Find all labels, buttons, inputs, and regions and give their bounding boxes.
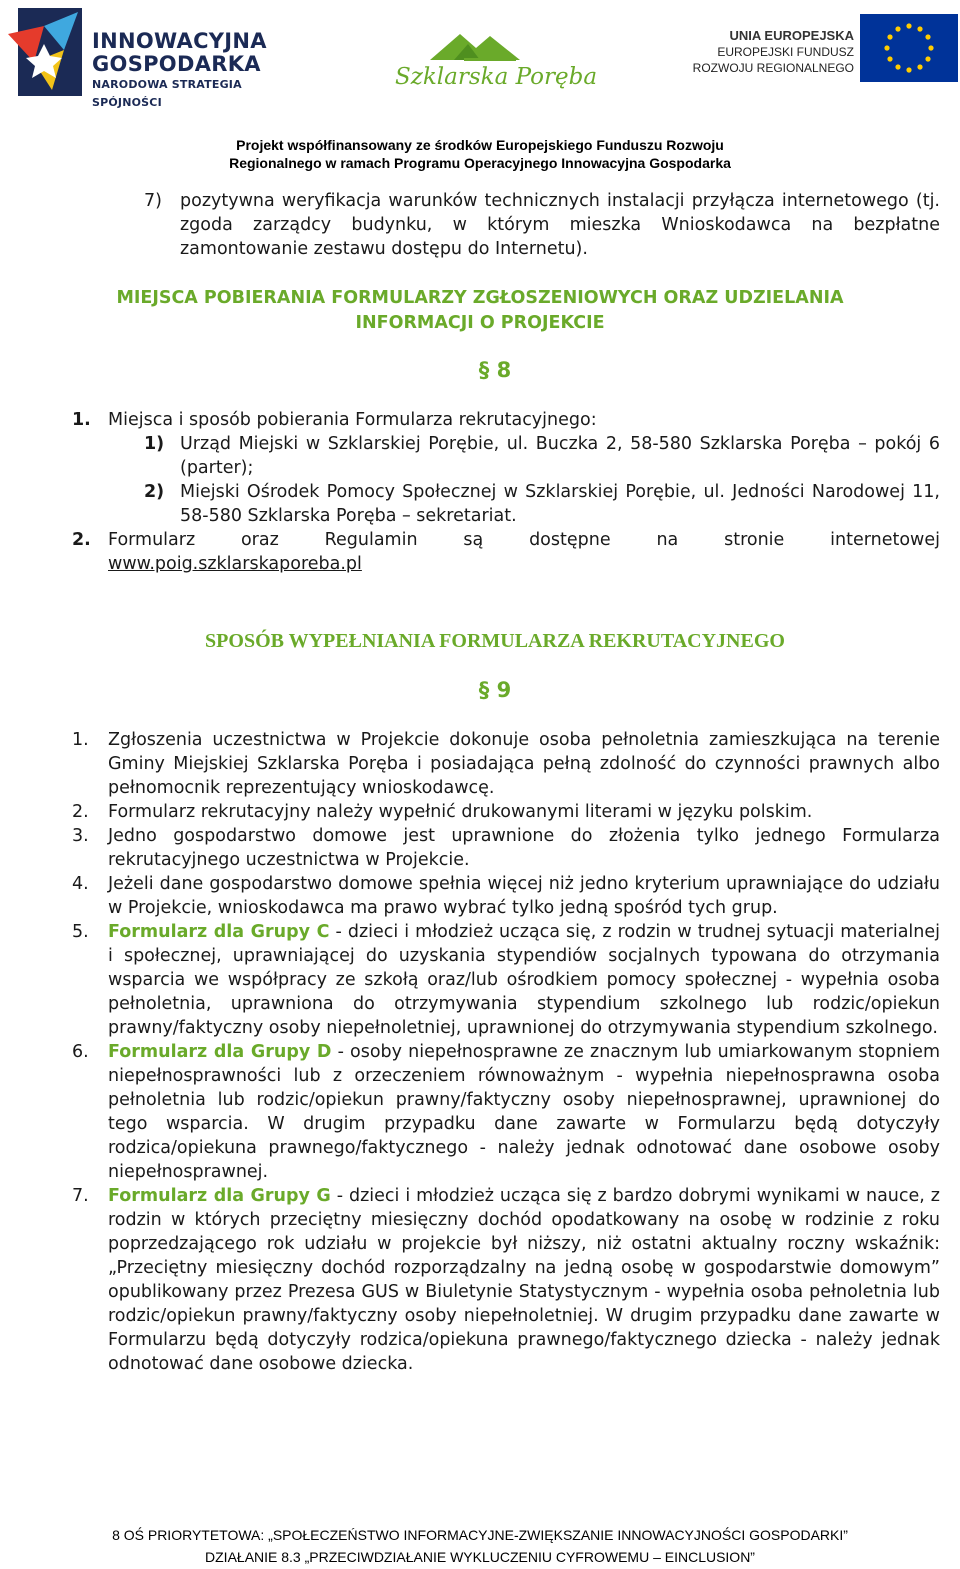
list-item-number: 5. [72,922,89,942]
footer-line-2: DZIAŁANIE 8.3 „PRZECIWDZIAŁANIE WYKLUCZENIU CYFROWEMU – EINCLUSION” [205,1549,755,1565]
list-item [72,728,940,800]
group-c-description: - dzieci i młodzież ucząca się, z rodzin w trudnej sytuacji materialnej i społecznej, uprawniającej do uzyskania stypendiów socjalnych typowana do otrzymania wsparcia we współpracy ze szkołą oraz/lub ośrodkiem pomocy społecznej - wypełnia osoba pełnoletnia, uprawniona do otrzymywania stypendium szkolnego lub rodzic/opiekun prawny/faktyczny osoby niepełnoletniej, uprawnionej do otrzymywania stypendium szkolnego. [108,922,941,1038]
ig-line-2: GOSPODARKA [92,52,261,76]
list-item [72,824,940,872]
list-item-number: 1. [72,730,89,750]
eu-logo [678,14,958,90]
group-g-label: Formularz dla Grupy G [108,1186,331,1206]
ig-line-3: NARODOWA STRATEGIA SPÓJNOŚCI [92,78,242,109]
list-item [72,1184,940,1376]
group-d-label: Formularz dla Grupy D [108,1042,332,1062]
eu-logo-text [693,28,854,76]
eu-line-2: EUROPEJSKI FUNDUSZ [717,45,854,59]
list-item-text: Zgłoszenia uczestnictwa w Projekcie dokonuje osoba pełnoletnia zamieszkująca na terenie Gminy Miejskiej Szklarska Poręba i posiadająca pełną zdolność do czynności prawnych albo pełnomocnik reprezentujący wnioskodawcę. [108,730,940,798]
list-item-text [108,920,940,1040]
page-header [0,0,960,130]
group-g-description: - dzieci i młodzież ucząca się z bardzo dobrymi wynikami w nauce, z rodzin w których przeciętny miesięczny dochód opodatkowany na osobę w rodzinie z roku poprzedzającego rok udziału w projekcie był niższy, niż ostatni aktualny roczny wskaźnik: „Przeciętny miesięczny dochód rozporządzalny na jedną osobę w gospodarstwie domowym” opublikowany przez Prezesa GUS w Biuletynie Statystycznym - wypełnia osoba pełnoletnia lub rodzic/opiekun prawny/faktyczny osoby niepełnoletniej. W drugim przypadku dane zawarte w Formularzu będą dotyczyły rodzica/opiekuna prawnego/faktycznego dziecka - należy jednak odnotować dane osobowe dziecka. [108,1186,940,1374]
section-1-title-line-2: INFORMACJI O PROJEKCIE [355,313,605,333]
sub-list-item [72,432,940,480]
section-2-title: SPOSÓB WYPEŁNIANIA FORMULARZA REKRUTACYJNEGO [205,630,785,652]
list-item-text: Jedno gospodarstwo domowe jest uprawnione do złożenia tylko jednego Formularza rekrutacyjnego uczestnictwa w Projekcie. [108,826,940,870]
list-item-text [108,1184,940,1376]
section-1-title-line-1: MIEJSCA POBIERANIA FORMULARZY ZGŁOSZENIOWYCH ORAZ UDZIELANIA [116,288,844,308]
eu-flag-icon [860,14,958,82]
list-item-number: 3. [72,826,89,846]
sub-item-number: 2) [144,482,165,502]
list-item [72,920,940,1040]
list-item-number: 2. [72,530,91,550]
list-item-text: Formularz rekrutacyjny należy wypełnić drukowanymi literami w języku polskim. [108,802,813,822]
ig-line-1: INNOWACYJNA [92,29,267,53]
list-item-number: 2. [72,802,89,822]
list-item-number: 6. [72,1042,89,1062]
group-d-description: - osoby niepełnosprawne ze znacznym lub umiarkowanym stopniem niepełnosprawności lub z orzeczeniem równoważnym - wypełnia niepełnosprawna osoba pełnoletnia lub rodzic/opiekun prawny/faktyczny osoby niepełnosprawnej, uprawnionej do tego wsparcia. W drugim przypadku dane zawarte w Formularzu będą dotyczyły rodzica/opiekuna prawnego/faktycznego - należy jednak odnotować dane osobowe osoby niepełnosprawnej. [108,1042,940,1182]
list-item-number: 4. [72,874,89,894]
section-1-title [0,286,960,336]
list-item-text: Miejsca i sposób pobierania Formularza rekrutacyjnego: [108,410,597,430]
eu-line-3: ROZWOJU REGIONALNEGO [692,61,854,75]
website-link[interactable]: www.poig.szklarskaporeba.pl [108,554,362,574]
footer-line-1: 8 OŚ PRIORYTETOWA: „SPOŁECZEŃSTWO INFORMACYJNE-ZWIĘKSZANIE INNOWACYJNOŚCI GOSPODARKI” [112,1527,848,1543]
list-item [72,800,940,824]
cofin-line-1: Projekt współfinansowany ze środków Europejskiego Funduszu Rozwoju [236,137,724,153]
list-item-7 [144,189,940,261]
sub-list-item [72,480,940,528]
section-2-list [72,728,940,1376]
sub-item-number: 1) [144,434,165,454]
list-item [72,408,940,528]
eu-line-1: UNIA EUROPEJSKA [729,28,854,43]
list-item-number: 7) [144,191,162,211]
group-c-label: Formularz dla Grupy C [108,922,330,942]
list-item-text: Jeżeli dane gospodarstwo domowe spełnia więcej niż jedno kryterium uprawniające do udziału w Projekcie, wnioskodawca ma prawo wybrać tylko jedną spośród tych grup. [108,874,940,918]
list-item [72,1040,940,1184]
page-footer [0,1524,960,1568]
section-1-list [72,408,940,576]
cofinancing-note [0,136,960,172]
innowacyjna-gospodarka-logo [4,4,304,109]
list-item [72,528,940,576]
list-item-text [108,1040,940,1184]
sp-logo-text: Szklarska Poręba [395,64,598,90]
list-item [72,872,940,920]
ig-star-mark-icon [4,4,88,100]
list-item-text: Formularz oraz Regulamin są dostępne na stronie internetowej [108,530,940,550]
list-item-number: 7. [72,1186,89,1206]
list-item-text: pozytywna weryfikacja warunków technicznych instalacji przyłącza internetowego (tj. zgoda zarządcy budynku, w którym mieszka Wnioskodawca na bezpłatne zamontowanie zestawu dostępu do Internetu). [180,191,940,259]
paragraph-8-heading: § 8 [478,358,512,382]
ig-logo-text [92,30,304,112]
mountain-tree-icon [390,14,590,70]
list-item-number: 1. [72,410,91,430]
paragraph-9-heading: § 9 [478,678,512,702]
sub-item-text: Urząd Miejski w Szklarskiej Porębie, ul. Buczka 2, 58-580 Szklarska Poręba – pokój 6 (parter); [180,434,940,478]
szklarska-poreba-logo [390,14,598,100]
sub-item-text: Miejski Ośrodek Pomocy Społecznej w Szklarskiej Porębie, ul. Jedności Narodowej 11, 58-580 Szklarska Poręba – sekretariat. [180,482,940,526]
cofin-line-2: Regionalnego w ramach Programu Operacyjnego Innowacyjna Gospodarka [229,155,731,171]
